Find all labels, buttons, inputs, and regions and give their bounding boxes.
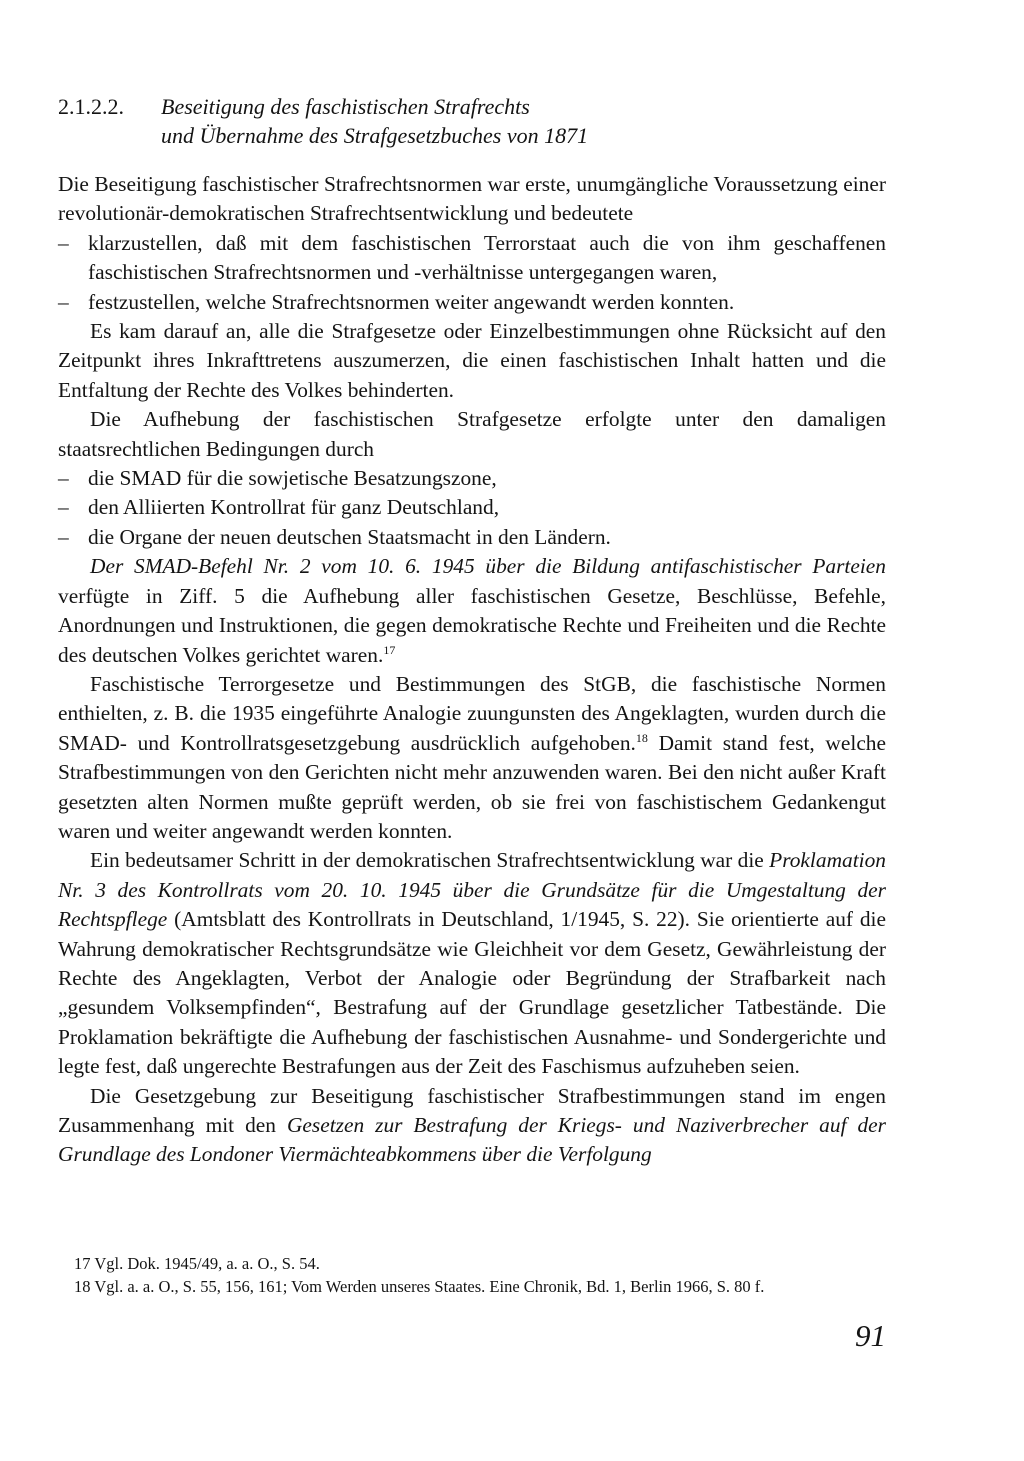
list-item [58,523,886,552]
paragraph-text: Faschistische Terrorgesetze und Bestimmungen des StGB, die faschistische Normen enthielten, z. B. die 1935 eingeführte Analogie zuungunsten des Angeklagten, wurden durch die SMAD- und Kontrollratsgesetzgebung ausdrücklich aufgehoben. [58,671,886,755]
body-text [58,170,886,1170]
list-item-text: die Organe der neuen deutschen Staatsmacht in den Ländern. [88,524,611,549]
list-item [58,493,886,522]
footnote-ref-18: 18 [635,730,648,745]
emphasis-text: Gesetzen zur Bestrafung der Kriegs- und Naziverbrecher auf der Grundlage des Londoner Viermächteabkommens über die Verfolgung [58,1113,886,1167]
footnote-18: 18 Vgl. a. a. O., S. 55, 156, 161; Vom Werden unseres Staates. Eine Chronik, Bd. 1, Berlin 1966, S. 80 f. [74,1277,765,1296]
list-item [58,229,886,288]
paragraph-text: Ein bedeutsamer Schritt in der demokratischen Strafrechtsentwicklung war die [90,848,770,873]
paragraph-text: Die Gesetzgebung zur Beseitigung faschistischer Strafbestimmungen stand im engen Zusammenhang mit den [58,1083,886,1137]
paragraph-smad-order [58,552,886,670]
paragraph-text: (Amtsblatt des Kontrollrats in Deutschland, 1/1945, S. 22). Sie orientierte auf die Wahrung demokratischer Rechtsgrundsätze wie Gleichheit vor dem Gesetz, Gewährleistung der Rechte des Angeklagten, Verbot der Analogie oder Begründung der Strafbarkeit nach „gesundem Volksempfinden“, Bestrafung auf der Grundlage gesetzlicher Tatbestände. Die Proklamation bekräftigte die Aufhebung der faschistischen Ausnahme- und Sondergerichte und legte fest, daß ungerechte Bestrafungen aus der Zeit des Faschismus aufzuheben seien. [58,907,886,1079]
footnotes [74,1252,904,1298]
dash-list-authorities [58,464,886,552]
paragraph [58,1082,886,1170]
paragraph-proclamation [58,846,886,1081]
paragraph [58,670,886,846]
dash-marker: – [58,524,69,549]
dash-marker: – [58,495,69,520]
list-item-text: festzustellen, welche Strafrechtsnormen weiter angewandt werden konnten. [88,289,735,314]
paragraph-intro: Die Beseitigung faschistischer Strafrechtsnormen war erste, unumgängliche Voraussetzung einer revolutionär-demokratischen Strafrechtsentwicklung und bedeutete [58,172,886,226]
list-item-text: den Alliierten Kontrollrat für ganz Deutschland, [88,495,500,520]
page-number: 91 [855,1318,886,1353]
dash-list-tasks [58,229,886,317]
emphasis-text: Proklamation Nr. 3 des Kontrollrats vom 20. 10. 1945 über die Grundsätze für die Umgestaltung der Rechtspflege [58,848,886,932]
list-item-text: die SMAD für die sowjetische Besatzungszone, [88,466,497,491]
section-number: 2.1.2.2. [58,94,124,119]
paragraph: Die Aufhebung der faschistischen Strafgesetze erfolgte unter den damaligen staatsrechtlichen Bedingungen durch [58,407,886,461]
section-heading [58,92,588,150]
list-item [58,288,886,317]
footnote-ref-17: 17 [383,642,396,657]
paragraph-text: Damit stand fest, welche Strafbestimmungen von den Gerichten nicht mehr anzuwenden waren. Bei den nicht außer Kraft gesetzten alten Normen mußte geprüft werden, ob sie frei von faschistischem Gedankengut waren und weiter angewandt werden konnten. [58,730,886,843]
paragraph: Es kam darauf an, alle die Strafgesetze oder Einzelbestimmungen ohne Rücksicht auf den Zeitpunkt ihres Inkrafttretens auszumerzen, die einen faschistischen Inhalt hatten und die Entfaltung der Rechte des Volkes behinderten. [58,319,886,402]
dash-marker: – [58,289,69,314]
section-title-line-1: Beseitigung des faschistischen Strafrechts [161,94,530,119]
dash-marker: – [58,230,69,255]
dash-marker: – [58,466,69,491]
paragraph-text: verfügte in Ziff. 5 die Aufhebung aller faschistischen Gesetze, Beschlüsse, Befehle, Anordnungen und Instruktionen, die gegen demokratische Rechte und Freiheiten und die Rechte des deutschen Volkes gerichtet waren. [58,583,886,667]
emphasis-text: Der SMAD-Befehl Nr. 2 vom 10. 6. 1945 über die Bildung antifaschistischer Parteien [90,554,886,579]
heading-line-1 [58,92,588,121]
list-item [58,464,886,493]
list-item-text: klarzustellen, daß mit dem faschistischen Terrorstaat auch die von ihm geschaffenen faschistischen Strafrechtsnormen und -verhältnisse untergegangen waren, [88,230,886,285]
footnote-17: 17 Vgl. Dok. 1945/49, a. a. O., S. 54. [74,1254,320,1273]
section-title-line-2: und Übernahme des Strafgesetzbuches von 1871 [161,123,589,148]
